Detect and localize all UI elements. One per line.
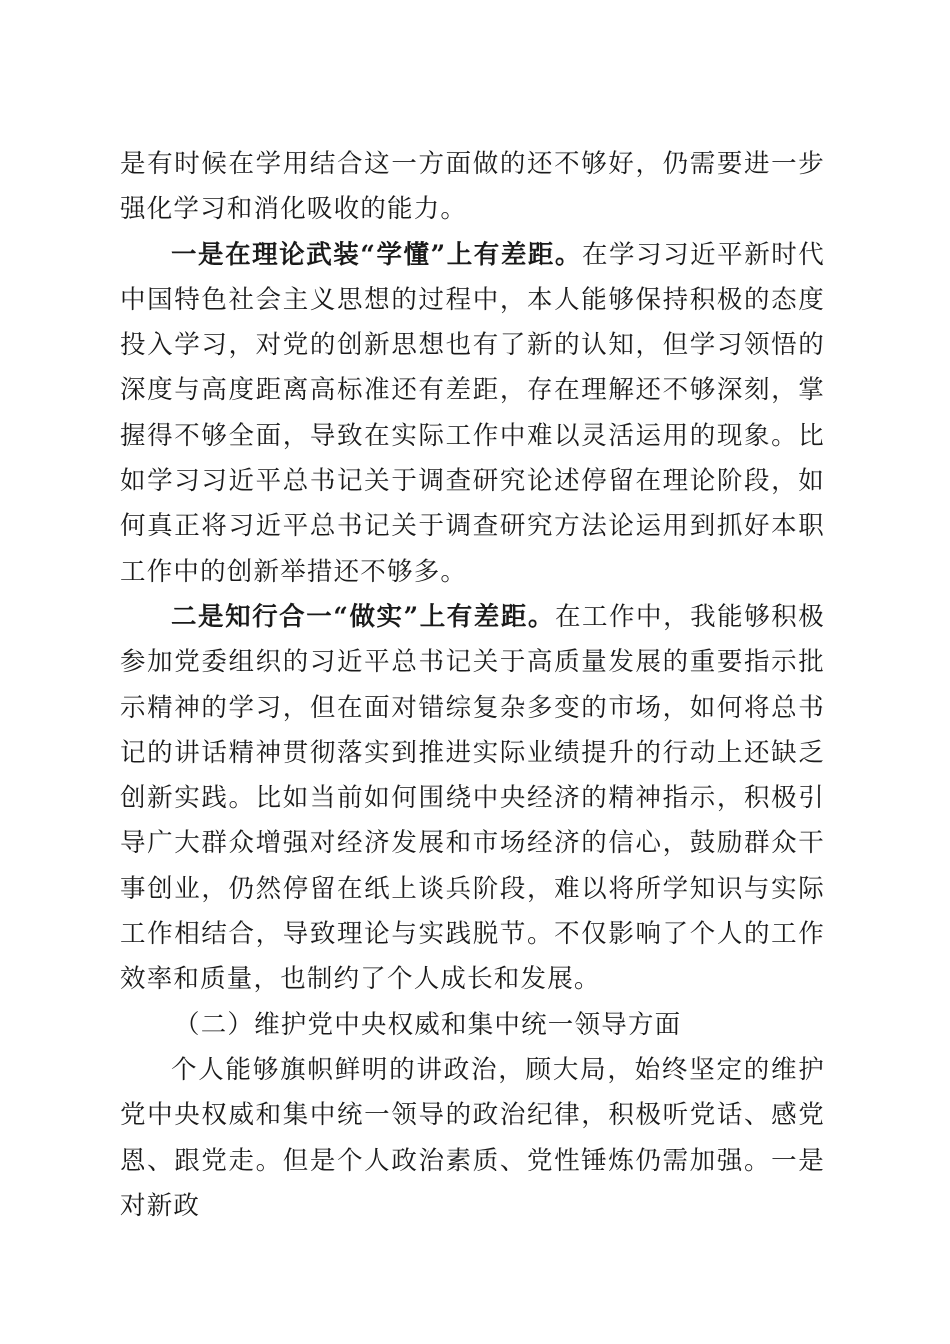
paragraph-theory-gap (120, 233, 825, 595)
paragraph-text: 是有时候在学用结合这一方面做的还不够好，仍需要进一步强化学习和消化吸收的能力。 (120, 149, 825, 225)
paragraph-continuation (120, 142, 825, 233)
section-subheading: （二）维护党中央权威和集中统一领导方面 (174, 1009, 682, 1040)
document-body (120, 142, 825, 1229)
paragraph-text: 在工作中，我能够积极参加党委组织的习近平总书记关于高质量发展的重要指示批示精神的学习，但在面对错综复杂多变的市场，如何将总书记的讲话精神贯彻落实到推进实际业绩提升的行动上还缺乏创新实践。比如当前如何围绕中央经济的精神指示，积极引导广大群众增强对经济发展和市场经济的信心，鼓励群众干事创业，仍然停留在纸上谈兵阶段，难以将所学知识与实际工作相结合，导致理论与实践脱节。不仅影响了个人的工作效率和质量，也制约了个人成长和发展。 (120, 601, 825, 995)
paragraph-text: 个人能够旗帜鲜明的讲政治，顾大局，始终坚定的维护党中央权威和集中统一领导的政治纪律，积极听党话、感党恩、跟党走。但是个人政治素质、党性锤炼仍需加强。一是对新政 (120, 1054, 825, 1221)
paragraph-lead: 一是在理论武装“学懂”上有差距。 (171, 239, 582, 270)
paragraph-closing (120, 1048, 825, 1229)
paragraph-lead: 二是知行合一“做实”上有差距。 (171, 601, 555, 632)
paragraph-practice-gap (120, 595, 825, 1003)
paragraph-text: 在学习习近平新时代中国特色社会主义思想的过程中，本人能够保持积极的态度投入学习，对党的创新思想也有了新的认知，但学习领悟的深度与高度距离高标准还有差距，存在理解还不够深刻，掌握得不够全面，导致在实际工作中难以灵活运用的现象。比如学习习近平总书记关于调查研究论述停留在理论阶段，如何真正将习近平总书记关于调查研究方法论运用到抓好本职工作中的创新举措还不够多。 (120, 239, 825, 587)
